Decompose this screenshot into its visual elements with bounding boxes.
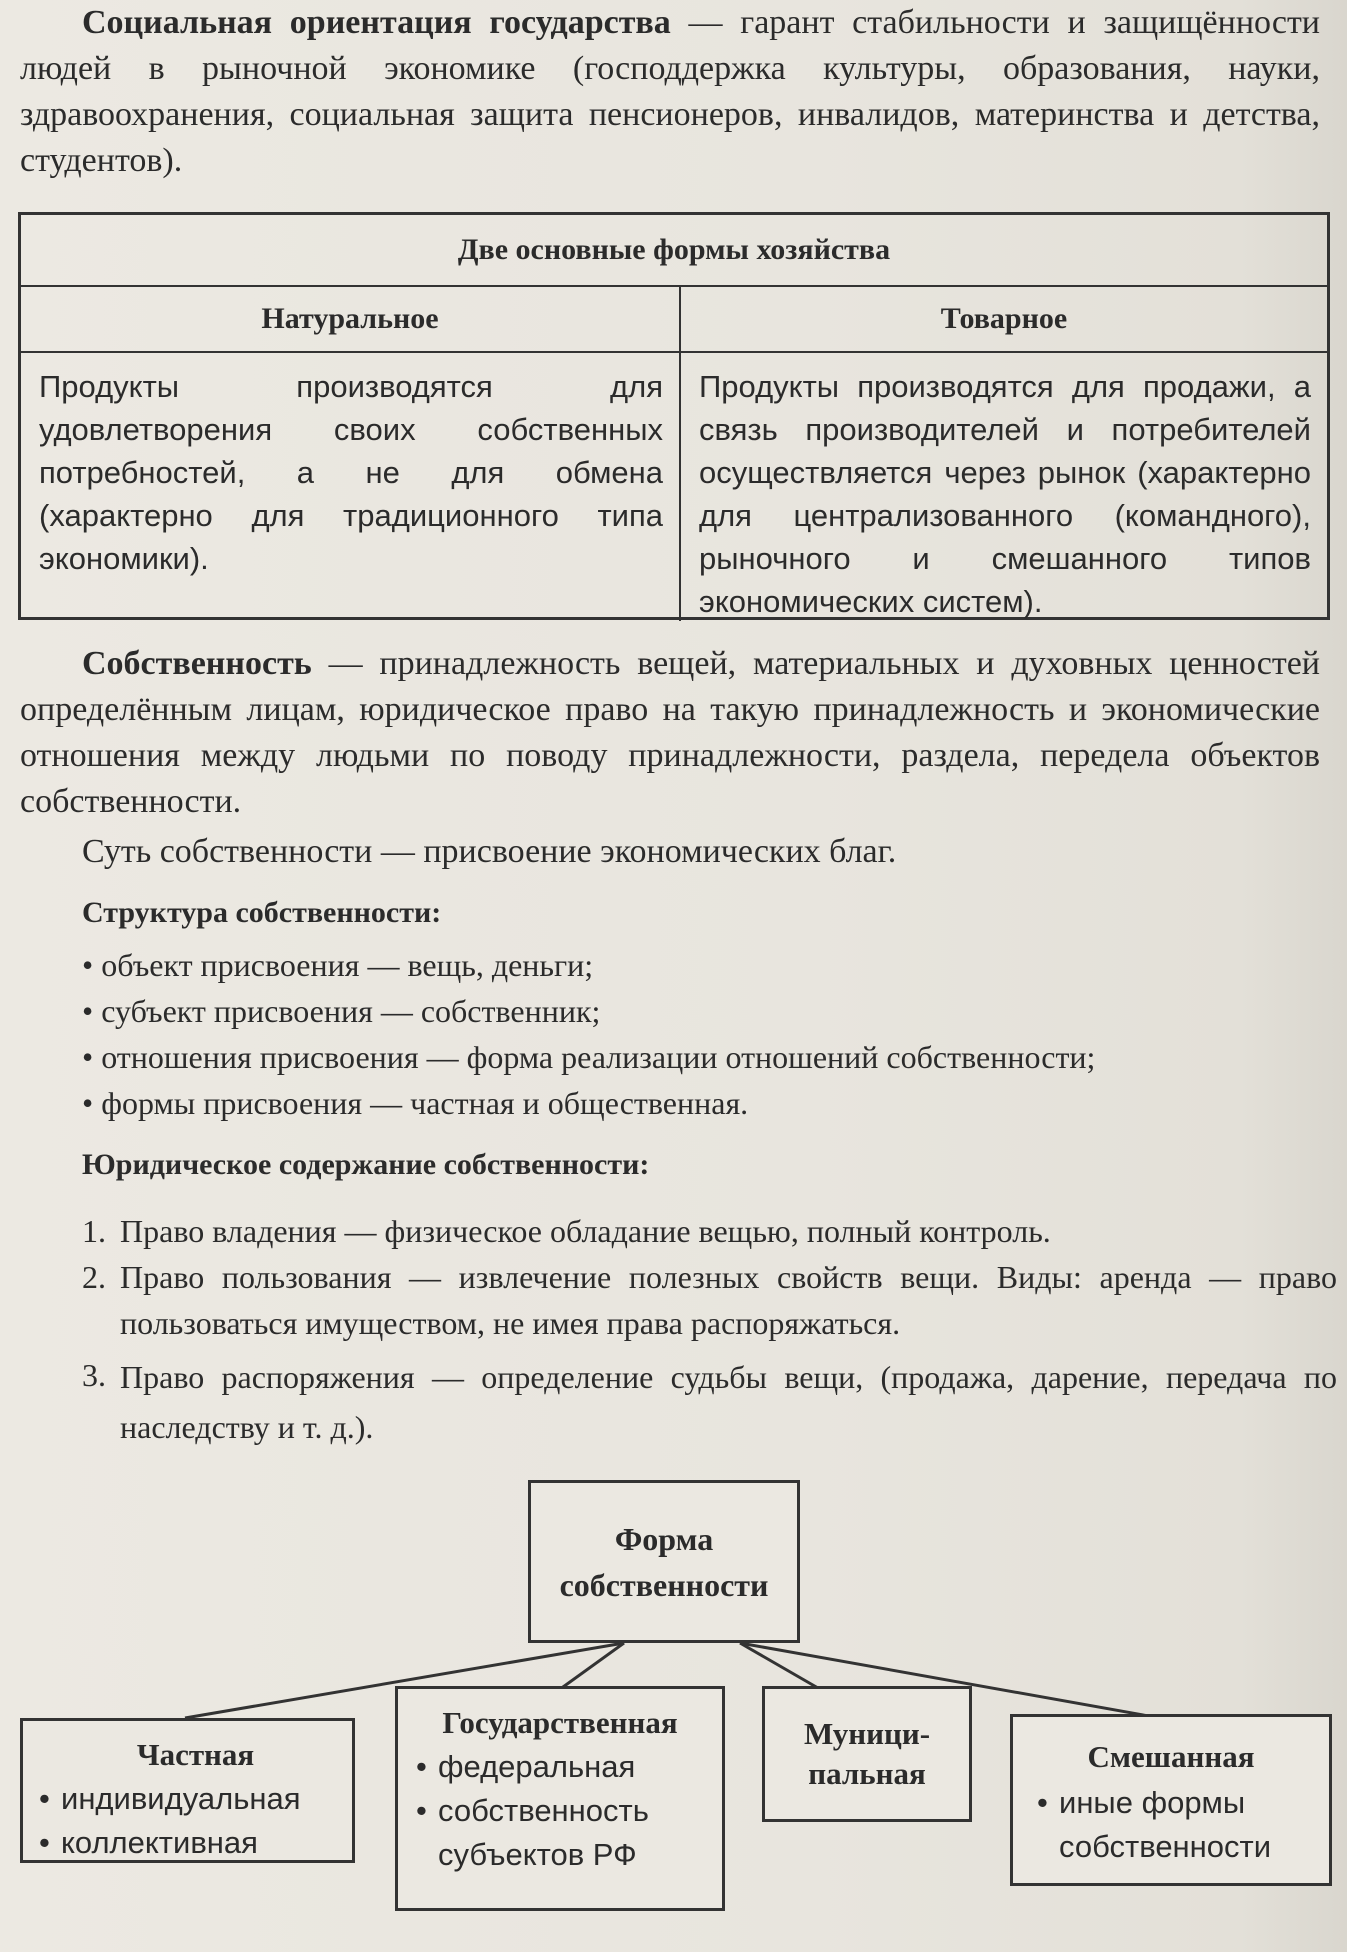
property-term: Собственность	[82, 645, 312, 682]
diagram-mixed-box: Смешанная • иные формы собственности	[1010, 1714, 1332, 1886]
structure-heading: Структура собственности:	[82, 896, 442, 929]
list-item: • субъект присвоения — собственник;	[82, 993, 601, 1029]
list-item: 2. Право пользования — извлечение полезных свойств вещи. Виды: аренда — право пользоваться имуществом, не имея права распоряжаться.	[82, 1259, 1337, 1341]
table-header-commodity: Товарное	[940, 302, 1068, 335]
diagram-state-box: Государственная • федеральная • собственность субъектов РФ	[395, 1686, 725, 1911]
list-item: 3. Право распоряжения — определение судьбы вещи, (продажа, дарение, передача по наследству и т. д.).	[82, 1357, 1337, 1445]
legal-heading: Юридическое содержание собственности:	[82, 1148, 650, 1181]
intro-term: Социальная ориентация государства	[82, 4, 671, 41]
list-item: 1. Право владения — физическое обладание вещью, полный контроль.	[82, 1213, 1051, 1249]
table-caption: Две основные формы хозяйства	[21, 215, 1327, 287]
list-item: • объект присвоения — вещь, деньги;	[82, 947, 594, 983]
property-text: — принадлежность вещей, материальных и духовных ценностей определённым лицам, юридическое право на такую принадлежность и экономические отношения между людьми по поводу принадлежности, раздела, передела объектов собственности.	[20, 645, 1320, 820]
list-item: • отношения присвоения — форма реализации отношений собственности;	[82, 1039, 1096, 1075]
diagram-root-box: Форма собственности	[528, 1480, 800, 1643]
property-essence: Суть собственности — присвоение экономических благ.	[82, 833, 897, 870]
list-item: • формы присвоения — частная и общественная.	[82, 1085, 749, 1121]
diagram-private-box: Частная • индивидуальная • коллективная	[20, 1718, 355, 1863]
table-cell-natural: Продукты производятся для удовлетворения своих собственных потребностей, а не для обмена (характерно для традиционного типа экономики).	[21, 353, 681, 621]
diagram-municipal-box: Муници- пальная	[762, 1686, 972, 1822]
intro-text: — гарант стабильности и защищённости людей в рыночной экономике (господдержка культуры, образования, науки, здравоохранения, социальная защита пенсионеров, инвалидов, материнства и детства, студентов).	[20, 4, 1320, 179]
table-cell-commodity: Продукты производятся для продажи, а связь производителей и потребителей осуществляется через рынок (характерно для централизованного (командного), рыночного и смешанного типов экономических систем).	[699, 369, 1311, 619]
table-header-natural: Натуральное	[21, 287, 681, 351]
